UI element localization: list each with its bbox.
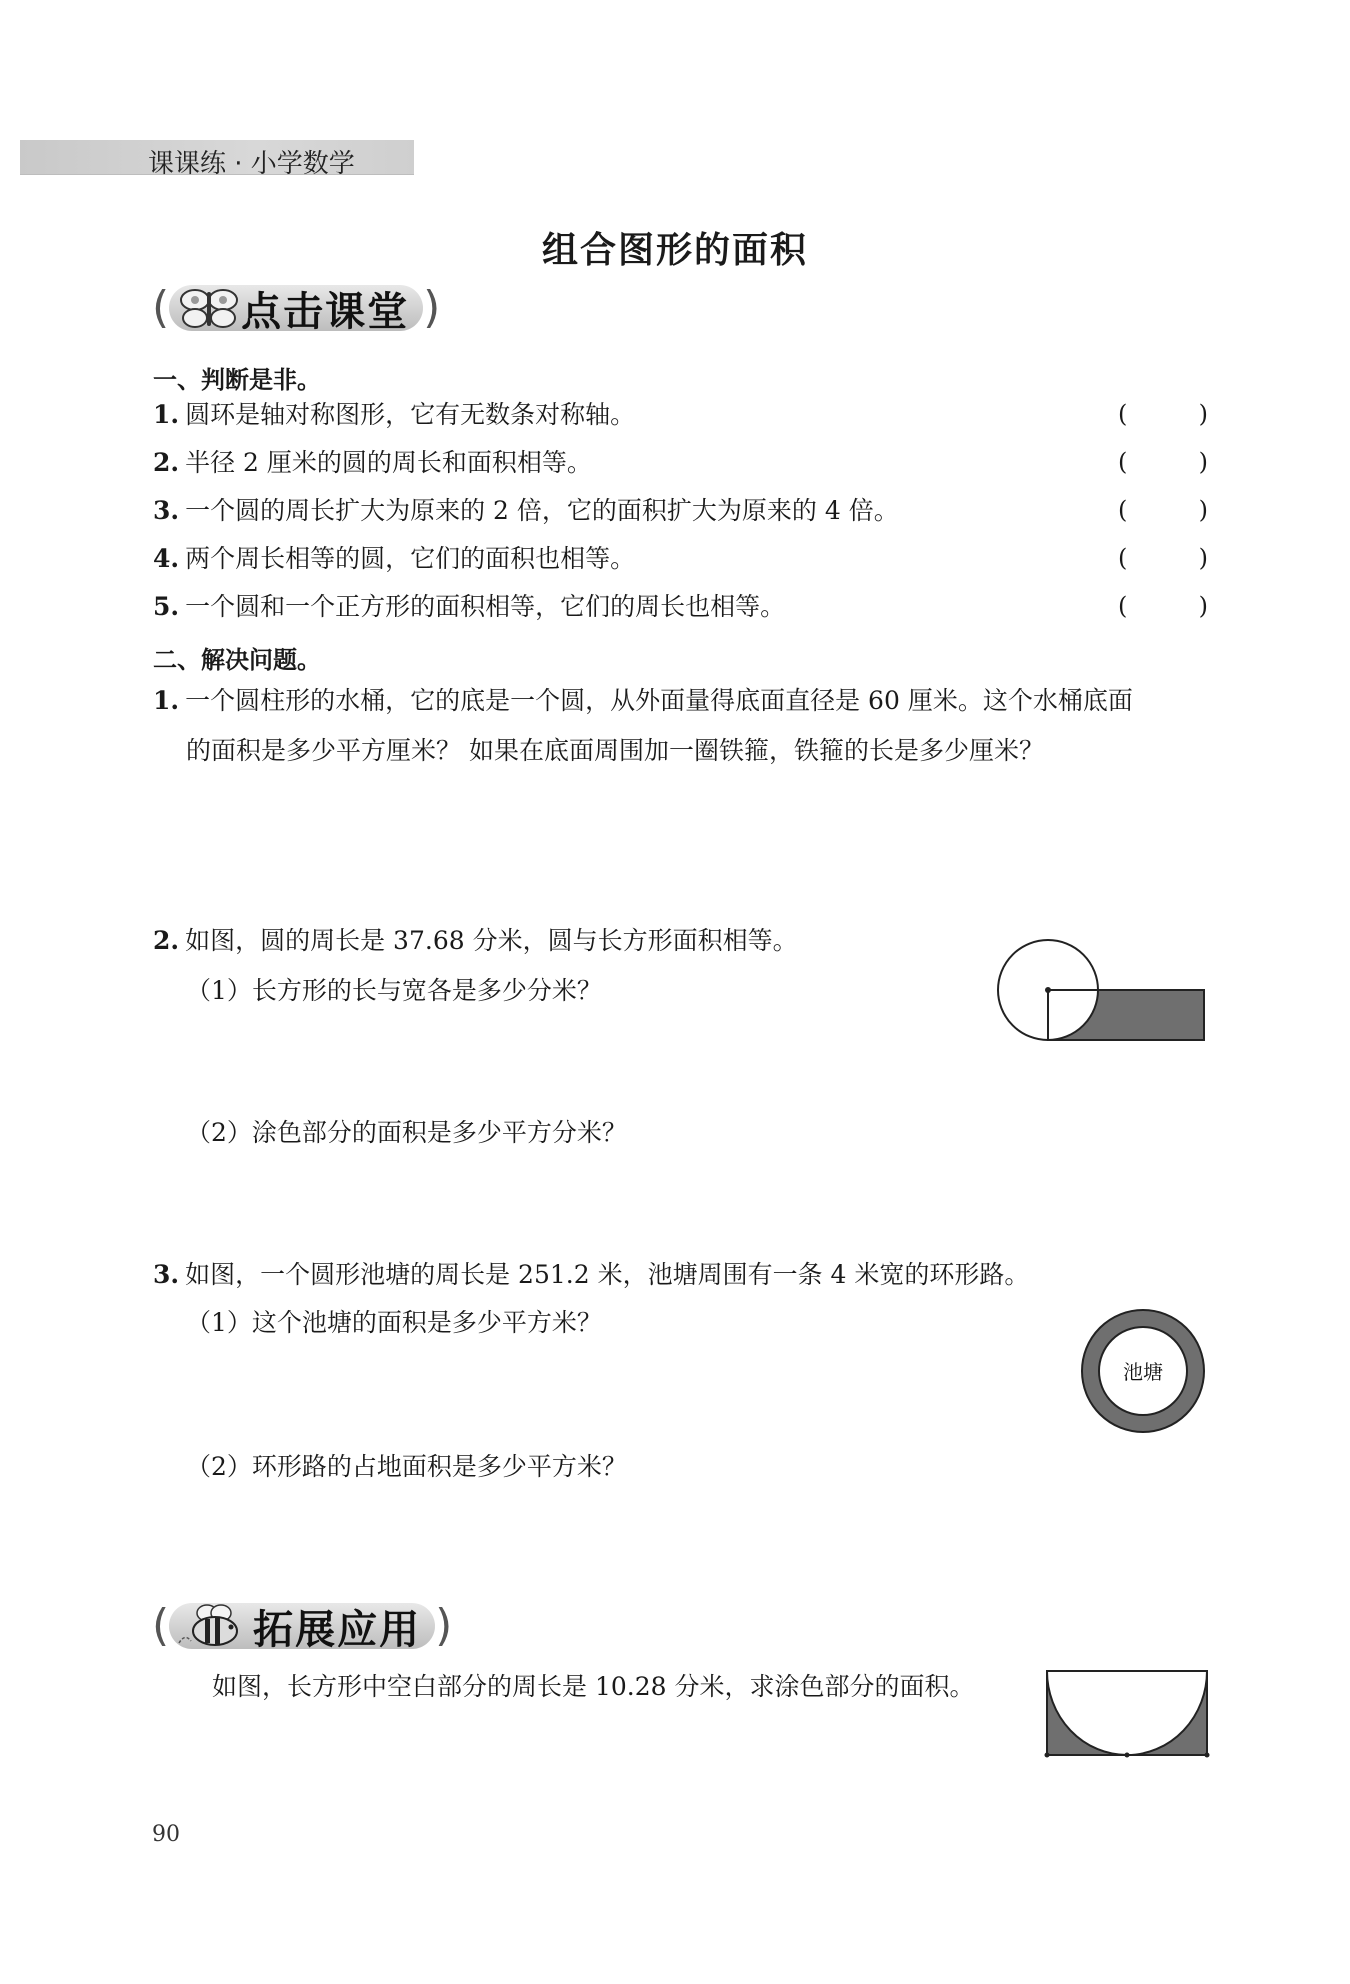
item-text: 两个周长相等的圆，它们的面积也相等。 xyxy=(185,544,636,573)
page-number: 90 xyxy=(152,1822,180,1847)
answer-blank-2[interactable] xyxy=(1118,448,1208,476)
paren-open: ( xyxy=(1118,592,1128,620)
problem-3-sub-2: （2）环形路的占地面积是多少平方米？ xyxy=(186,1452,627,1481)
banner-right-bracket-icon: ) xyxy=(435,1600,453,1651)
midpoint xyxy=(1125,1753,1130,1758)
bee-icon xyxy=(177,1603,253,1649)
judge-item-5 xyxy=(153,590,785,624)
item-text: 圆环是轴对称图形，它有无数条对称轴。 xyxy=(185,400,636,429)
judge-item-4 xyxy=(153,542,635,576)
problem-number: 2. xyxy=(153,926,180,955)
section-banner-extension xyxy=(152,1600,453,1653)
part2-heading: 二、解决问题。 xyxy=(153,646,321,674)
paren-open: ( xyxy=(1118,496,1128,524)
banner-pill xyxy=(169,1603,435,1653)
rectangle-arcs-figure xyxy=(1046,1670,1208,1756)
answer-blank-4[interactable] xyxy=(1118,544,1208,572)
center-point xyxy=(1045,987,1051,993)
pond-label: 池塘 xyxy=(1123,1360,1163,1384)
paren-open: ( xyxy=(1118,400,1128,428)
judge-item-3 xyxy=(153,494,899,528)
problem-text: 一个圆柱形的水桶，它的底是一个圆，从外面量得底面直径是 60 厘米。这个水桶底面 xyxy=(185,686,1133,715)
item-number: 1. xyxy=(153,400,180,429)
banner-left-bracket-icon: ( xyxy=(152,282,170,333)
banner-pill xyxy=(169,285,423,335)
paren-open: ( xyxy=(1118,448,1128,476)
item-number: 3. xyxy=(153,496,180,525)
item-text: 一个圆的周长扩大为原来的 2 倍，它的面积扩大为原来的 4 倍。 xyxy=(185,496,899,525)
problem-2 xyxy=(153,924,798,958)
butterfly-icon xyxy=(177,286,241,330)
corner-point xyxy=(1205,1753,1210,1758)
paren-open: ( xyxy=(1118,544,1128,572)
problem-text: 如图，圆的周长是 37.68 分米，圆与长方形面积相等。 xyxy=(185,926,798,955)
part1-heading: 一、判断是非。 xyxy=(153,366,321,394)
problem-3-sub-1: （1）这个池塘的面积是多少平方米？ xyxy=(186,1308,602,1337)
problem-2-sub-2: （2）涂色部分的面积是多少平方分米？ xyxy=(186,1118,627,1147)
item-text: 一个圆和一个正方形的面积相等，它们的周长也相等。 xyxy=(185,592,786,621)
judge-item-2 xyxy=(153,446,592,480)
book-header: 课课练 · 小学数学 xyxy=(148,149,355,179)
banner-right-bracket-icon: ) xyxy=(423,282,441,333)
paren-close: ) xyxy=(1198,496,1208,524)
judge-item-1 xyxy=(153,398,635,432)
paren-close: ) xyxy=(1198,592,1208,620)
problem-number: 3. xyxy=(153,1260,180,1289)
extension-question: 如图，长方形中空白部分的周长是 10.28 分米，求涂色部分的面积。 xyxy=(212,1672,975,1701)
answer-blank-3[interactable] xyxy=(1118,496,1208,524)
section-banner-classroom xyxy=(152,282,441,335)
paren-close: ) xyxy=(1198,400,1208,428)
problem-1-line-2: 的面积是多少平方厘米？ 如果在底面周围加一圈铁箍，铁箍的长是多少厘米？ xyxy=(186,736,1044,765)
section-title-extension: 拓展应用 xyxy=(253,1606,422,1653)
paren-close: ) xyxy=(1198,448,1208,476)
paren-close: ) xyxy=(1198,544,1208,572)
problem-1-line-1 xyxy=(153,684,1133,718)
section-title-classroom: 点击课堂 xyxy=(241,288,410,335)
banner-left-bracket-icon: ( xyxy=(152,1600,170,1651)
item-number: 4. xyxy=(153,544,180,573)
item-number: 2. xyxy=(153,448,180,477)
corner-point xyxy=(1045,1753,1050,1758)
problem-text: 如图，一个圆形池塘的周长是 251.2 米，池塘周围有一条 4 米宽的环形路。 xyxy=(185,1260,1030,1289)
problem-number: 1. xyxy=(153,686,180,715)
pond-ring-figure xyxy=(1078,1306,1208,1436)
problem-2-sub-1: （1）长方形的长与宽各是多少分米？ xyxy=(186,976,602,1005)
page-title: 组合图形的面积 xyxy=(541,230,808,271)
item-number: 5. xyxy=(153,592,180,621)
answer-blank-5[interactable] xyxy=(1118,592,1208,620)
problem-3 xyxy=(153,1258,1029,1292)
circle-rectangle-figure xyxy=(990,938,1210,1078)
item-text: 半径 2 厘米的圆的周长和面积相等。 xyxy=(185,448,592,477)
answer-blank-1[interactable] xyxy=(1118,400,1208,428)
